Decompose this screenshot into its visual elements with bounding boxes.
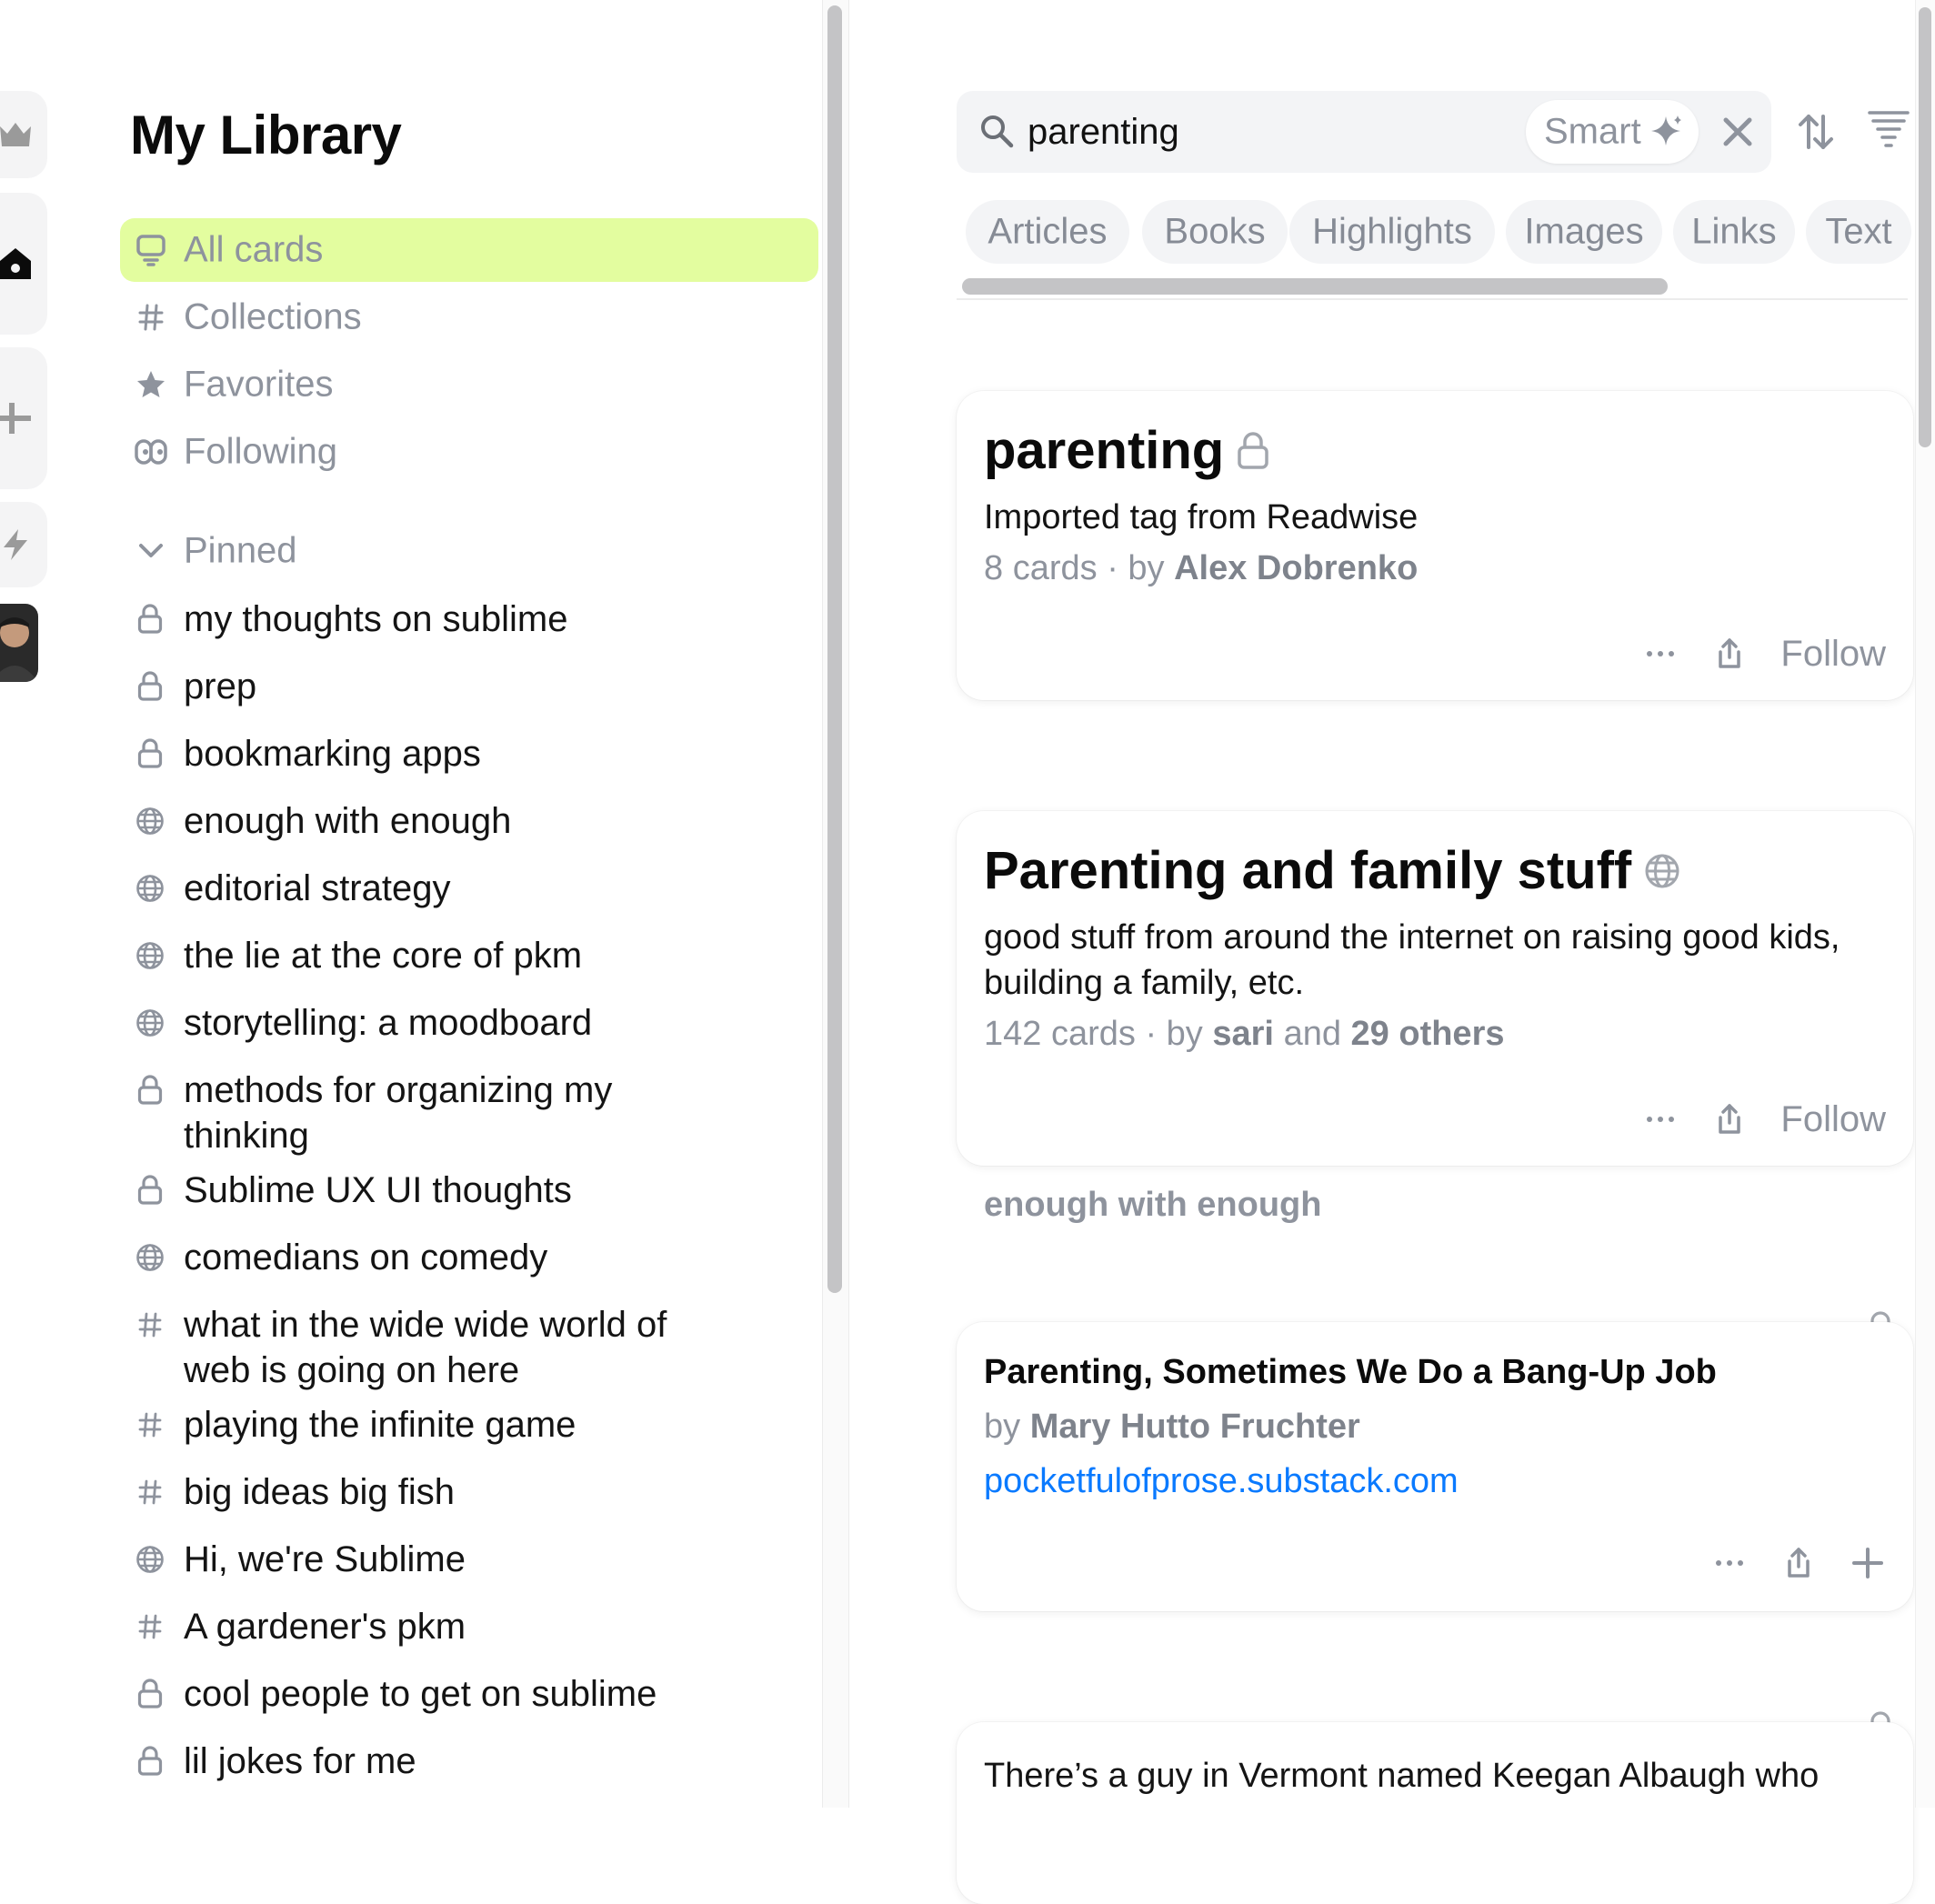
pinned-item-label: Hi, we're Sublime (184, 1539, 466, 1579)
pinned-label: Pinned (184, 530, 297, 571)
nav-favorites[interactable] (120, 353, 818, 416)
lock-icon (135, 1075, 165, 1106)
globe-icon (135, 806, 165, 837)
smart-label: Smart (1544, 111, 1641, 152)
globe-icon (135, 940, 165, 971)
article-title[interactable]: Parenting, Sometimes We Do a Bang-Up Job (984, 1353, 1717, 1391)
share-icon[interactable] (1711, 1101, 1748, 1137)
article-card[interactable] (957, 1322, 1913, 1611)
filter-books[interactable] (1142, 200, 1288, 264)
nav-all-cards[interactable] (120, 218, 818, 282)
more-icon[interactable] (1642, 636, 1679, 672)
pinned-item-label: playing the infinite game (184, 1405, 576, 1445)
and-text: and (1283, 1015, 1341, 1053)
collection-title: Parenting and family stuff (984, 841, 1632, 900)
more-icon[interactable] (1642, 1101, 1679, 1137)
library-title: My Library (130, 105, 402, 165)
star-icon (135, 368, 167, 401)
filter-label: Books (1164, 211, 1266, 252)
clear-search-icon[interactable] (1717, 111, 1759, 153)
globe-icon (1644, 853, 1680, 889)
globe-icon (135, 1242, 165, 1273)
card-actions (1642, 631, 1886, 676)
chevron-down-icon (135, 535, 167, 567)
filter-label: Highlights (1312, 211, 1472, 252)
filter-highlights[interactable] (1289, 200, 1495, 264)
filter-label: Links (1691, 211, 1777, 252)
share-icon[interactable] (1711, 636, 1748, 672)
sidebar-scrollbar-thumb[interactable] (827, 5, 842, 1293)
lock-icon (135, 1679, 165, 1709)
pinned-item-label: the lie at the core of pkm (184, 936, 583, 976)
text-card[interactable] (957, 1722, 1913, 1904)
lock-icon (1237, 431, 1269, 471)
globe-icon (135, 873, 165, 904)
collection-card[interactable] (957, 391, 1913, 700)
nav-label: Collections (184, 296, 362, 337)
lock-icon (135, 604, 165, 635)
by-prefix: · by (1107, 549, 1165, 587)
section-label[interactable]: enough with enough (984, 1186, 1322, 1224)
pinned-item-label: what in the wide wide world of web is going on here (184, 1305, 667, 1390)
pinned-item-label: Sublime UX UI thoughts (184, 1170, 572, 1210)
search-bar (957, 91, 1771, 173)
pinned-item-label: comedians on comedy (184, 1238, 548, 1278)
card-count: 8 cards (984, 549, 1098, 587)
by-prefix: by (984, 1408, 1021, 1446)
filter-label: Text (1825, 211, 1892, 252)
filter-articles[interactable] (966, 200, 1129, 264)
search-input[interactable] (1028, 107, 1500, 156)
globe-icon (135, 1007, 165, 1038)
nav-label: Following (184, 431, 337, 472)
collection-meta (984, 1015, 1505, 1054)
owner-name[interactable]: sari (1212, 1015, 1274, 1053)
nav-following[interactable] (120, 420, 818, 484)
pinned-item-label: storytelling: a moodboard (184, 1003, 593, 1043)
sparkle-icon (1649, 115, 1682, 147)
hash-icon (135, 301, 167, 334)
follow-button[interactable]: Follow (1780, 633, 1886, 674)
filter-divider (957, 298, 1908, 300)
pinned-item-label: bookmarking apps (184, 734, 481, 774)
sidebar (0, 0, 822, 1808)
nav-collections[interactable] (120, 286, 818, 349)
pinned-item-label: big ideas big fish (184, 1472, 455, 1512)
pinned-item-label: lil jokes for me (184, 1741, 416, 1781)
hash-icon (135, 1611, 165, 1642)
plus-icon[interactable] (1850, 1545, 1886, 1581)
collection-card[interactable] (957, 811, 1913, 1166)
lock-icon (135, 1175, 165, 1206)
follow-button[interactable]: Follow (1780, 1098, 1886, 1139)
pinned-item-label: my thoughts on sublime (184, 599, 568, 639)
collection-title-row (984, 420, 1269, 481)
article-link[interactable]: pocketfulofprose.substack.com (984, 1462, 1459, 1500)
author-name[interactable]: Mary Hutto Fruchter (1029, 1408, 1360, 1446)
pinned-item-label: cool people to get on sublime (184, 1674, 657, 1714)
more-icon[interactable] (1711, 1545, 1748, 1581)
pinned-item-label: A gardener's pkm (184, 1607, 466, 1647)
collection-description: Imported tag from Readwise (984, 498, 1419, 536)
lock-icon (135, 1746, 165, 1777)
pinned-item-label: methods for organizing my thinking (184, 1070, 613, 1156)
filter-links[interactable] (1673, 200, 1795, 264)
article-meta (984, 1408, 1360, 1447)
card-count: 142 cards (984, 1015, 1136, 1053)
filter-text[interactable] (1806, 200, 1911, 264)
others-count[interactable]: 29 others (1350, 1015, 1505, 1053)
pinned-item-label: enough with enough (184, 801, 512, 841)
globe-icon (135, 1544, 165, 1575)
card-actions (1711, 1540, 1886, 1586)
hash-icon (135, 1309, 165, 1340)
hash-icon (135, 1409, 165, 1440)
collection-title-row (984, 840, 1680, 901)
smart-search-toggle[interactable] (1526, 100, 1699, 164)
main-scrollbar-thumb[interactable] (1919, 7, 1931, 447)
following-icon (135, 436, 167, 468)
sort-icon[interactable] (1793, 109, 1839, 155)
lock-icon (135, 738, 165, 769)
search-icon (978, 113, 1015, 149)
pinned-item-label: prep (184, 666, 257, 706)
hash-icon (135, 1477, 165, 1508)
filter-label: Images (1524, 211, 1644, 252)
by-prefix: · by (1145, 1015, 1203, 1053)
pinned-item-label: editorial strategy (184, 868, 451, 908)
filter-scrollbar[interactable] (962, 278, 1668, 295)
collection-title: parenting (984, 421, 1225, 480)
nav-label: Favorites (184, 364, 334, 405)
collection-description: good stuff from around the internet on raising good kids, building a family, etc. (984, 918, 1840, 1002)
filter-label: Articles (988, 211, 1108, 252)
owner-name[interactable]: Alex Dobrenko (1174, 549, 1419, 587)
text-card-content: There’s a guy in Vermont named Keegan Albaugh who (984, 1757, 1820, 1795)
lock-icon (135, 671, 165, 702)
pinned-toggle[interactable] (120, 524, 666, 578)
card-actions (1642, 1097, 1886, 1142)
cards-icon (135, 234, 167, 266)
nav-label: All cards (184, 229, 324, 270)
share-icon[interactable] (1780, 1545, 1817, 1581)
collection-meta (984, 549, 1418, 588)
filter-funnel-icon[interactable] (1866, 107, 1911, 156)
filter-images[interactable] (1506, 200, 1662, 264)
